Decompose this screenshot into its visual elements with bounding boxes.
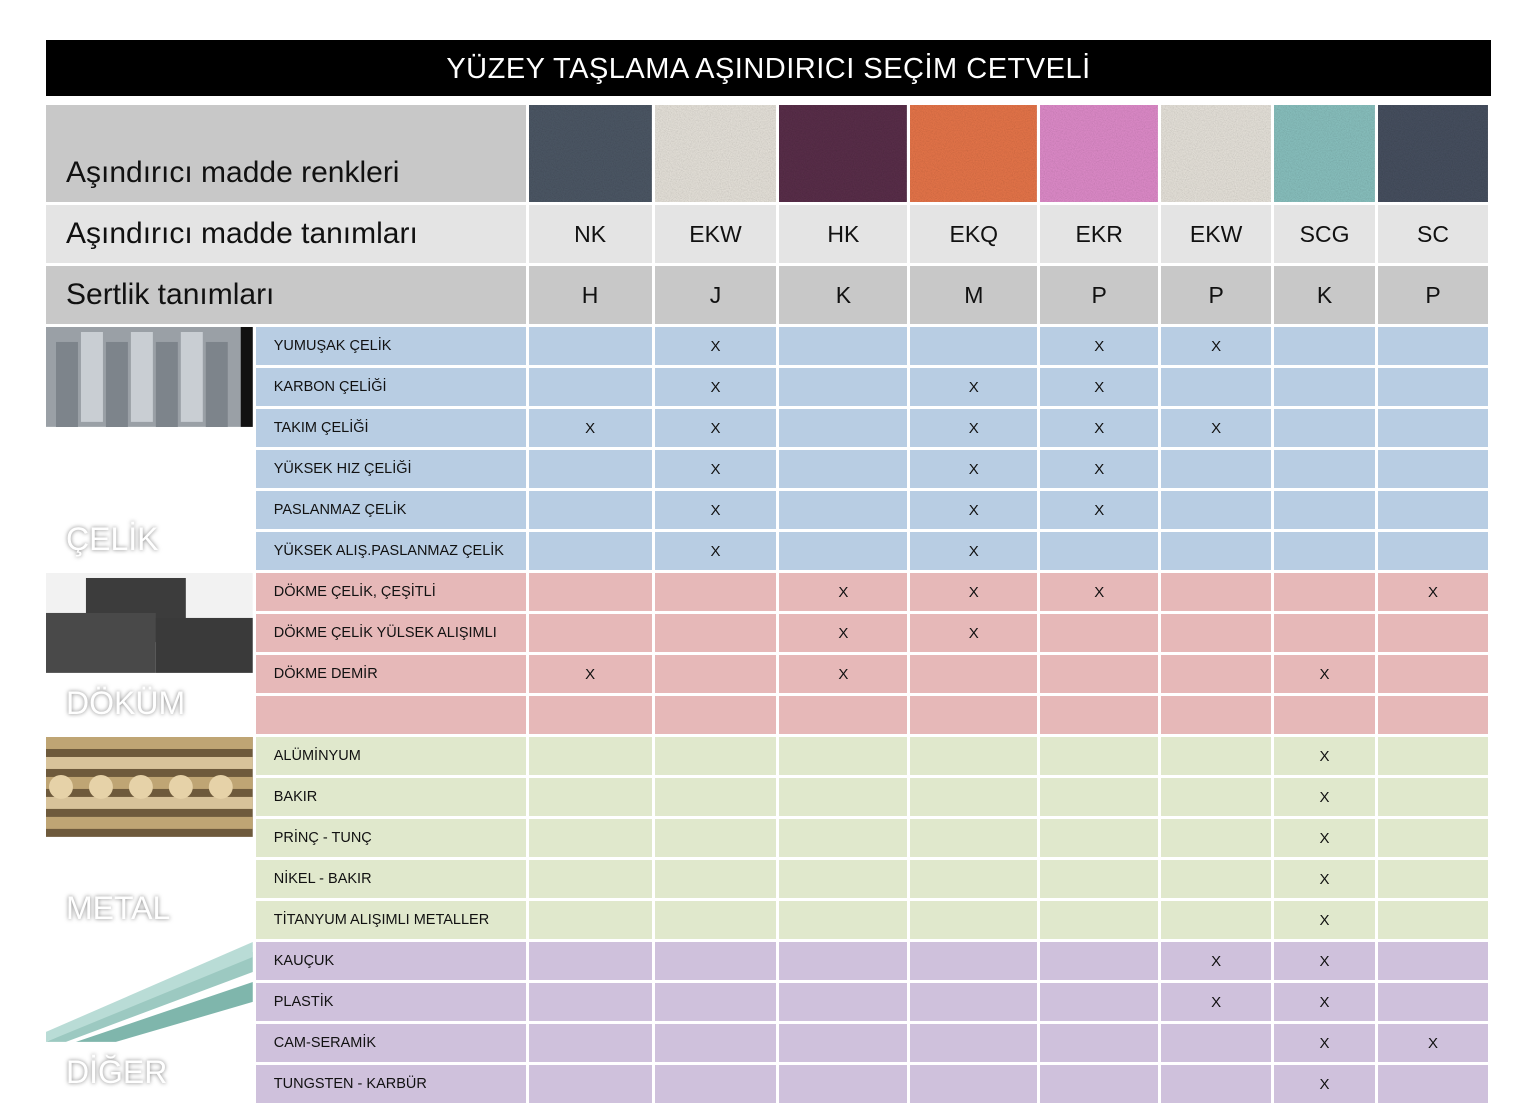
suitability-cell bbox=[1274, 696, 1375, 734]
suitability-cell bbox=[655, 737, 777, 775]
suitability-cell bbox=[910, 942, 1037, 980]
suitability-cell bbox=[779, 450, 907, 488]
hardness-row bbox=[46, 266, 1488, 324]
suitability-cell bbox=[529, 1065, 652, 1103]
suitability-cell bbox=[529, 368, 652, 406]
suitability-cell bbox=[1161, 819, 1271, 857]
material-name: PRİNÇ - TUNÇ bbox=[256, 819, 526, 857]
suitability-cell bbox=[1378, 737, 1488, 775]
material-name: DÖKME ÇELİK, ÇEŞİTLİ bbox=[256, 573, 526, 611]
suitability-cell bbox=[910, 1065, 1037, 1103]
suitability-cell bbox=[529, 450, 652, 488]
table-row bbox=[46, 1024, 1488, 1062]
table-row bbox=[46, 819, 1488, 857]
suitability-cell bbox=[779, 860, 907, 898]
suitability-cell bbox=[910, 655, 1037, 693]
suitability-cell bbox=[655, 1024, 777, 1062]
suitability-cell bbox=[529, 860, 652, 898]
suitability-cell: X bbox=[655, 368, 777, 406]
suitability-cell: X bbox=[655, 327, 777, 365]
table-row bbox=[46, 655, 1488, 693]
hardness-code: K bbox=[779, 266, 907, 324]
suitability-cell bbox=[529, 942, 652, 980]
suitability-cell bbox=[1274, 409, 1375, 447]
suitability-cell: X bbox=[910, 532, 1037, 570]
suitability-cell: X bbox=[779, 655, 907, 693]
suitability-cell bbox=[1161, 696, 1271, 734]
suitability-cell: X bbox=[1274, 942, 1375, 980]
suitability-cell bbox=[1040, 983, 1158, 1021]
suitability-cell bbox=[779, 778, 907, 816]
suitability-cell bbox=[1378, 409, 1488, 447]
swatch-dark-gray-speckled bbox=[529, 105, 652, 202]
suitability-cell bbox=[1040, 696, 1158, 734]
suitability-cell bbox=[529, 737, 652, 775]
suitability-cell bbox=[1040, 1024, 1158, 1062]
suitability-cell: X bbox=[910, 573, 1037, 611]
suitability-cell: X bbox=[1274, 901, 1375, 939]
swatch-white bbox=[1161, 105, 1271, 202]
hardness-code: K bbox=[1274, 266, 1375, 324]
suitability-cell bbox=[1040, 819, 1158, 857]
suitability-cell bbox=[529, 573, 652, 611]
suitability-cell bbox=[910, 1024, 1037, 1062]
suitability-cell bbox=[779, 696, 907, 734]
suitability-cell bbox=[1378, 696, 1488, 734]
suitability-cell bbox=[1274, 573, 1375, 611]
suitability-cell bbox=[1040, 532, 1158, 570]
suitability-cell: X bbox=[655, 491, 777, 529]
material-name: ALÜMİNYUM bbox=[256, 737, 526, 775]
table-row bbox=[46, 409, 1488, 447]
suitability-cell bbox=[910, 901, 1037, 939]
hardness-code: P bbox=[1040, 266, 1158, 324]
suitability-cell bbox=[1274, 532, 1375, 570]
suitability-cell bbox=[1378, 655, 1488, 693]
category-label: DÖKÜM bbox=[66, 685, 186, 721]
suitability-cell bbox=[529, 819, 652, 857]
codes-row bbox=[46, 205, 1488, 263]
suitability-cell bbox=[1161, 901, 1271, 939]
table-row bbox=[46, 778, 1488, 816]
suitability-cell bbox=[655, 696, 777, 734]
suitability-cell bbox=[1161, 737, 1271, 775]
suitability-cell bbox=[910, 819, 1037, 857]
material-name: DÖKME DEMİR bbox=[256, 655, 526, 693]
suitability-cell bbox=[1040, 860, 1158, 898]
suitability-cell: X bbox=[1161, 942, 1271, 980]
abrasive-code: EKW bbox=[1161, 205, 1271, 263]
suitability-cell: X bbox=[1040, 327, 1158, 365]
suitability-cell bbox=[779, 819, 907, 857]
suitability-cell: X bbox=[529, 409, 652, 447]
suitability-cell bbox=[529, 1024, 652, 1062]
suitability-cell bbox=[1040, 942, 1158, 980]
table-row bbox=[46, 1065, 1488, 1103]
material-name: PASLANMAZ ÇELİK bbox=[256, 491, 526, 529]
table-row bbox=[46, 450, 1488, 488]
table-row bbox=[46, 327, 1488, 365]
suitability-cell bbox=[529, 491, 652, 529]
suitability-cell bbox=[1161, 860, 1271, 898]
hardness-code: J bbox=[655, 266, 777, 324]
suitability-cell bbox=[1378, 819, 1488, 857]
suitability-cell bbox=[1378, 1065, 1488, 1103]
swatch-orange bbox=[910, 105, 1037, 202]
abrasive-code: SC bbox=[1378, 205, 1488, 263]
suitability-cell bbox=[1378, 450, 1488, 488]
suitability-cell: X bbox=[655, 409, 777, 447]
suitability-cell bbox=[1161, 1024, 1271, 1062]
suitability-cell bbox=[779, 901, 907, 939]
suitability-cell: X bbox=[1274, 983, 1375, 1021]
suitability-cell bbox=[779, 1065, 907, 1103]
suitability-cell bbox=[1161, 491, 1271, 529]
material-name bbox=[256, 696, 526, 734]
suitability-cell bbox=[1161, 450, 1271, 488]
suitability-cell bbox=[529, 532, 652, 570]
hardness-code: M bbox=[910, 266, 1037, 324]
suitability-cell: X bbox=[1040, 573, 1158, 611]
suitability-cell bbox=[1161, 1065, 1271, 1103]
category-metal bbox=[46, 737, 253, 939]
swatch-pink bbox=[1040, 105, 1158, 202]
suitability-cell: X bbox=[1274, 860, 1375, 898]
material-name: NİKEL - BAKIR bbox=[256, 860, 526, 898]
suitability-cell bbox=[910, 696, 1037, 734]
swatch-white bbox=[655, 105, 777, 202]
suitability-cell bbox=[655, 573, 777, 611]
suitability-cell bbox=[779, 327, 907, 365]
abrasive-code: EKW bbox=[655, 205, 777, 263]
suitability-cell bbox=[529, 614, 652, 652]
category-label: METAL bbox=[66, 890, 171, 926]
suitability-cell bbox=[1274, 614, 1375, 652]
suitability-cell: X bbox=[1040, 409, 1158, 447]
suitability-cell: X bbox=[1378, 573, 1488, 611]
suitability-cell bbox=[1040, 778, 1158, 816]
suitability-cell bbox=[1378, 983, 1488, 1021]
suitability-cell: X bbox=[655, 532, 777, 570]
suitability-cell bbox=[779, 409, 907, 447]
category-label: ÇELİK bbox=[66, 521, 159, 557]
suitability-cell: X bbox=[1274, 778, 1375, 816]
suitability-cell: X bbox=[1274, 737, 1375, 775]
suitability-cell: X bbox=[1040, 368, 1158, 406]
category-celik bbox=[46, 327, 253, 570]
suitability-cell bbox=[1378, 860, 1488, 898]
suitability-cell bbox=[1378, 778, 1488, 816]
suitability-cell: X bbox=[1040, 491, 1158, 529]
suitability-cell bbox=[1161, 614, 1271, 652]
suitability-cell: X bbox=[910, 368, 1037, 406]
suitability-cell bbox=[1274, 368, 1375, 406]
material-name: YÜKSEK HIZ ÇELİĞİ bbox=[256, 450, 526, 488]
suitability-cell: X bbox=[1274, 819, 1375, 857]
colors-label: Aşındırıcı madde renkleri bbox=[46, 105, 526, 202]
table-row bbox=[46, 532, 1488, 570]
table-row bbox=[46, 942, 1488, 980]
category-label: DİĞER bbox=[66, 1054, 168, 1090]
suitability-cell bbox=[779, 368, 907, 406]
suitability-cell: X bbox=[1274, 1065, 1375, 1103]
suitability-cell bbox=[655, 655, 777, 693]
suitability-cell: X bbox=[529, 655, 652, 693]
suitability-cell bbox=[1161, 532, 1271, 570]
suitability-cell bbox=[655, 614, 777, 652]
suitability-cell bbox=[1161, 368, 1271, 406]
suitability-cell: X bbox=[910, 409, 1037, 447]
material-name: TİTANYUM ALIŞIMLI METALLER bbox=[256, 901, 526, 939]
table-row bbox=[46, 491, 1488, 529]
table-row bbox=[46, 696, 1488, 734]
abrasive-code: EKQ bbox=[910, 205, 1037, 263]
table-row bbox=[46, 983, 1488, 1021]
suitability-cell: X bbox=[910, 614, 1037, 652]
selection-table bbox=[43, 102, 1491, 1106]
suitability-cell bbox=[655, 778, 777, 816]
suitability-cell: X bbox=[1274, 1024, 1375, 1062]
suitability-cell bbox=[1378, 532, 1488, 570]
suitability-cell: X bbox=[655, 450, 777, 488]
material-name: DÖKME ÇELİK YÜLSEK ALIŞIMLI bbox=[256, 614, 526, 652]
suitability-cell bbox=[655, 901, 777, 939]
material-name: CAM-SERAMİK bbox=[256, 1024, 526, 1062]
suitability-cell bbox=[1378, 327, 1488, 365]
swatch-purple-speckled bbox=[779, 105, 907, 202]
material-name: TAKIM ÇELİĞİ bbox=[256, 409, 526, 447]
table-row bbox=[46, 901, 1488, 939]
hardness-code: P bbox=[1378, 266, 1488, 324]
table-row bbox=[46, 368, 1488, 406]
suitability-cell: X bbox=[1274, 655, 1375, 693]
swatch-dark-gray-speckled bbox=[1378, 105, 1488, 202]
suitability-cell: X bbox=[1040, 450, 1158, 488]
material-name: YÜKSEK ALIŞ.PASLANMAZ ÇELİK bbox=[256, 532, 526, 570]
suitability-cell: X bbox=[910, 450, 1037, 488]
category-diger bbox=[46, 942, 253, 1103]
suitability-cell bbox=[529, 983, 652, 1021]
suitability-cell bbox=[779, 491, 907, 529]
table-row bbox=[46, 737, 1488, 775]
suitability-cell bbox=[1274, 450, 1375, 488]
table-row bbox=[46, 573, 1488, 611]
suitability-cell bbox=[1040, 737, 1158, 775]
suitability-cell: X bbox=[1378, 1024, 1488, 1062]
suitability-cell bbox=[910, 778, 1037, 816]
suitability-cell bbox=[779, 737, 907, 775]
suitability-cell bbox=[1040, 655, 1158, 693]
suitability-cell bbox=[529, 327, 652, 365]
chart-title: YÜZEY TAŞLAMA AŞINDIRICI SEÇİM CETVELİ bbox=[46, 40, 1491, 96]
suitability-cell bbox=[779, 942, 907, 980]
suitability-cell: X bbox=[910, 491, 1037, 529]
suitability-cell bbox=[529, 901, 652, 939]
suitability-cell bbox=[910, 327, 1037, 365]
suitability-cell bbox=[779, 983, 907, 1021]
suitability-cell: X bbox=[1161, 983, 1271, 1021]
hardness-code: H bbox=[529, 266, 652, 324]
suitability-cell bbox=[779, 532, 907, 570]
suitability-cell: X bbox=[1161, 409, 1271, 447]
suitability-cell bbox=[1378, 901, 1488, 939]
suitability-cell bbox=[655, 983, 777, 1021]
material-name: TUNGSTEN - KARBÜR bbox=[256, 1065, 526, 1103]
suitability-cell bbox=[910, 983, 1037, 1021]
material-name: KAUÇUK bbox=[256, 942, 526, 980]
suitability-cell bbox=[1274, 491, 1375, 529]
abrasive-code: HK bbox=[779, 205, 907, 263]
category-dokum bbox=[46, 573, 253, 734]
material-name: BAKIR bbox=[256, 778, 526, 816]
suitability-cell bbox=[1378, 491, 1488, 529]
suitability-cell: X bbox=[779, 614, 907, 652]
suitability-cell: X bbox=[1161, 327, 1271, 365]
suitability-cell bbox=[779, 1024, 907, 1062]
suitability-cell: X bbox=[779, 573, 907, 611]
material-name: KARBON ÇELİĞİ bbox=[256, 368, 526, 406]
abrasive-code: SCG bbox=[1274, 205, 1375, 263]
suitability-cell bbox=[655, 1065, 777, 1103]
suitability-cell bbox=[655, 942, 777, 980]
suitability-cell bbox=[1040, 1065, 1158, 1103]
material-name: YUMUŞAK ÇELİK bbox=[256, 327, 526, 365]
swatch-green-blue bbox=[1274, 105, 1375, 202]
material-name: PLASTİK bbox=[256, 983, 526, 1021]
suitability-cell bbox=[529, 778, 652, 816]
suitability-cell bbox=[655, 860, 777, 898]
table-row bbox=[46, 860, 1488, 898]
suitability-cell bbox=[1378, 942, 1488, 980]
suitability-cell bbox=[655, 819, 777, 857]
suitability-cell bbox=[1161, 778, 1271, 816]
abrasive-code: EKR bbox=[1040, 205, 1158, 263]
table-row bbox=[46, 614, 1488, 652]
codes-label: Aşındırıcı madde tanımları bbox=[46, 205, 526, 263]
suitability-cell bbox=[529, 696, 652, 734]
suitability-cell bbox=[1378, 614, 1488, 652]
abrasive-code: NK bbox=[529, 205, 652, 263]
suitability-cell bbox=[910, 737, 1037, 775]
suitability-cell bbox=[1378, 368, 1488, 406]
colors-row bbox=[46, 105, 1488, 202]
suitability-cell bbox=[1040, 901, 1158, 939]
suitability-cell bbox=[1161, 573, 1271, 611]
hardness-code: P bbox=[1161, 266, 1271, 324]
suitability-cell bbox=[910, 860, 1037, 898]
suitability-cell bbox=[1161, 655, 1271, 693]
suitability-cell bbox=[1274, 327, 1375, 365]
hardness-label: Sertlik tanımları bbox=[46, 266, 526, 324]
suitability-cell bbox=[1040, 614, 1158, 652]
